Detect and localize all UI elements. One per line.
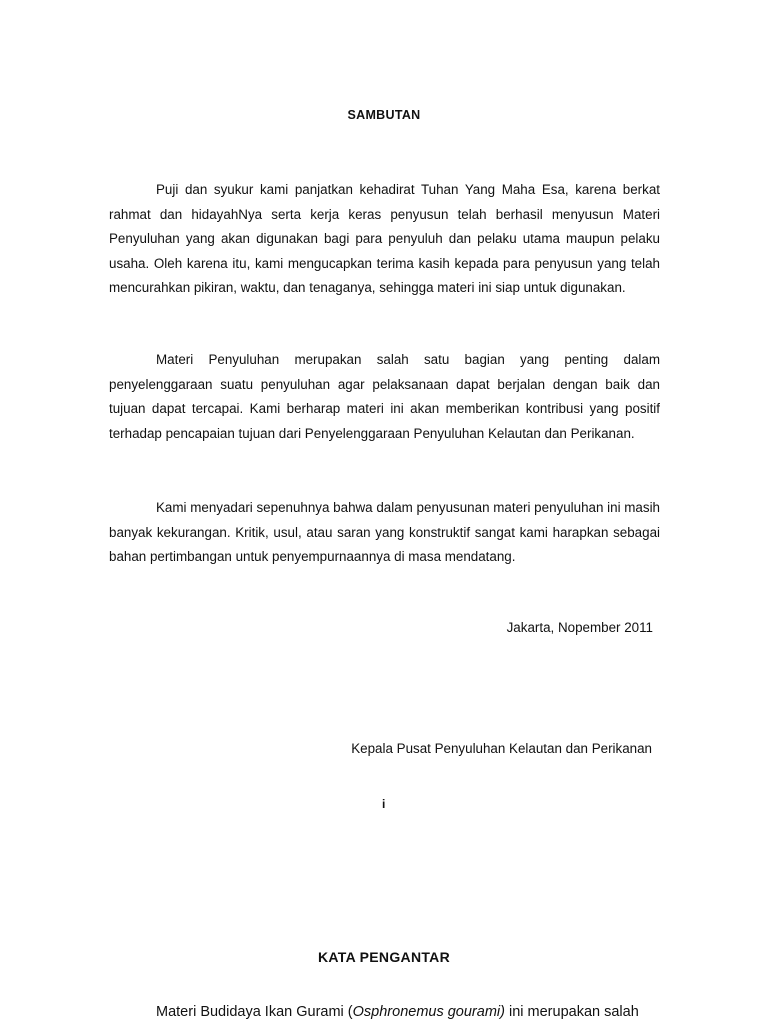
kata-pengantar-text-after: ini merupakan salah bbox=[504, 1004, 639, 1020]
sambutan-title: SAMBUTAN bbox=[347, 108, 421, 122]
kata-pengantar-text-before: Materi Budidaya Ikan Gurami ( bbox=[156, 1004, 353, 1020]
sambutan-paragraph-1: Puji dan syukur kami panjatkan kehadirat Tuhan Yang Maha Esa, karena berkat rahmat dan hidayahNya serta kerja keras penyusun telah berhasil menyusun Materi Penyuluhan yang akan digunakan bagi para penyuluh dan pelaku utama maupun pelaku usaha. Oleh karena itu, kami mengucapkan terima kasih kepada para penyusun yang telah mencurahkan pikiran, waktu, dan tenaganya, sehingga materi ini siap untuk digunakan. bbox=[109, 182, 660, 295]
place-date: Jakarta, Nopember 2011 bbox=[506, 620, 653, 635]
signer-title: Kepala Pusat Penyuluhan Kelautan dan Perikanan bbox=[351, 741, 652, 756]
page-number: i bbox=[382, 797, 386, 811]
sambutan-paragraph-3: Kami menyadari sepenuhnya bahwa dalam penyusunan materi penyuluhan ini masih banyak kekurangan. Kritik, usul, atau saran yang konstruktif sangat kami harapkan sebagai bahan pertimbangan untuk penyempurnaannya di masa mendatang. bbox=[109, 500, 660, 564]
kata-pengantar-title: KATA PENGANTAR bbox=[317, 949, 450, 965]
sambutan-paragraph-2: Materi Penyuluhan merupakan salah satu bagian yang penting dalam penyelenggaraan suatu penyuluhan agar pelaksanaan dapat berjalan dengan baik dan tujuan dapat tercapai. Kami berharap materi ini akan memberikan kontribusi yang positif terhadap pencapaian tujuan dari Penyelenggaraan Penyuluhan Kelautan dan Perikanan. bbox=[109, 352, 660, 441]
scientific-name: Osphronemus gourami) bbox=[352, 1004, 505, 1020]
kata-pengantar-paragraph bbox=[109, 1000, 691, 1024]
